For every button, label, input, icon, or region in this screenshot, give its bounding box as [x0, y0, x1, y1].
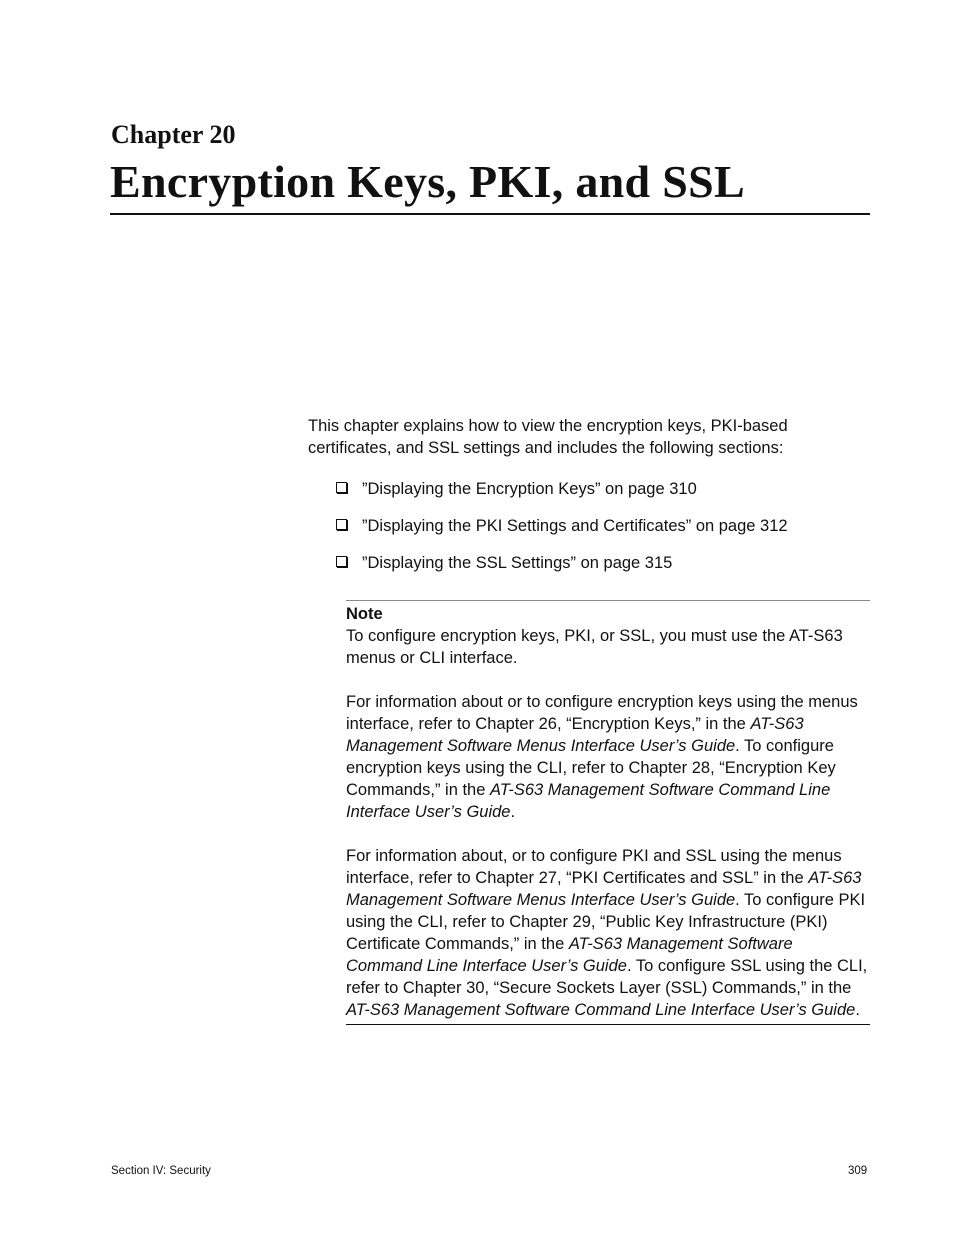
guide-title: AT-S63 Management Software Menus Interface User’s Guide	[346, 715, 804, 755]
guide-title: AT-S63 Management Software Command Line Interface User’s Guide	[346, 935, 793, 975]
guide-title: AT-S63 Management Software Command Line Interface User’s Guide	[346, 781, 831, 821]
list-item	[336, 515, 856, 537]
list-item	[336, 552, 856, 574]
section-link[interactable]: ”Displaying the PKI Settings and Certificates” on page 312	[362, 517, 788, 535]
checkbox-bullet-icon	[336, 519, 347, 530]
intro-text: This chapter explains how to view the encryption keys, PKI-based certificates, and SSL settings and includes the following sections:	[308, 417, 788, 457]
chapter-title: Encryption Keys, PKI, and SSL	[110, 156, 745, 207]
note-heading: Note	[346, 605, 383, 623]
chapter-label: Chapter 20	[111, 120, 236, 149]
footer-section: Section IV: Security	[111, 1165, 211, 1177]
checkbox-bullet-icon	[336, 482, 347, 493]
note-text: . To configure SSL using the CLI, refer to Chapter 30, “Secure Sockets Layer (SSL) Commands,” in the	[346, 957, 868, 997]
section-list	[336, 478, 856, 589]
note-text: For information about, or to configure PKI and SSL using the menus interface, refer to Chapter 27, “PKI Certificates and SSL” in the	[346, 847, 842, 887]
checkbox-bullet-icon	[336, 556, 347, 567]
section-link[interactable]: ”Displaying the Encryption Keys” on page 310	[362, 480, 697, 498]
guide-title: AT-S63 Management Software Menus Interface User’s Guide	[346, 869, 862, 909]
list-item	[336, 478, 856, 500]
note-box	[346, 600, 870, 1025]
note-paragraph-3	[346, 845, 870, 1021]
guide-title: AT-S63 Management Software Command Line Interface User’s Guide	[346, 1001, 856, 1019]
footer-page-number: 309	[848, 1165, 868, 1177]
note-paragraph-2	[346, 691, 870, 823]
note-text: For information about or to configure encryption keys using the menus interface, refer to Chapter 26, “Encryption Keys,” in the	[346, 693, 858, 733]
title-rule	[110, 213, 870, 215]
intro-paragraph	[308, 415, 848, 459]
section-link[interactable]: ”Displaying the SSL Settings” on page 315	[362, 554, 673, 572]
note-paragraph-1: To configure encryption keys, PKI, or SSL, you must use the AT-S63 menus or CLI interface.	[346, 627, 843, 667]
note-text: . To configure PKI using the CLI, refer to Chapter 29, “Public Key Infrastructure (PKI) Certificate Commands,” in the	[346, 891, 866, 953]
note-text: .	[510, 803, 516, 821]
note-text: .	[855, 1001, 860, 1019]
note-text: . To configure encryption keys using the CLI, refer to Chapter 28, “Encryption Key Commands,” in the	[346, 737, 836, 799]
